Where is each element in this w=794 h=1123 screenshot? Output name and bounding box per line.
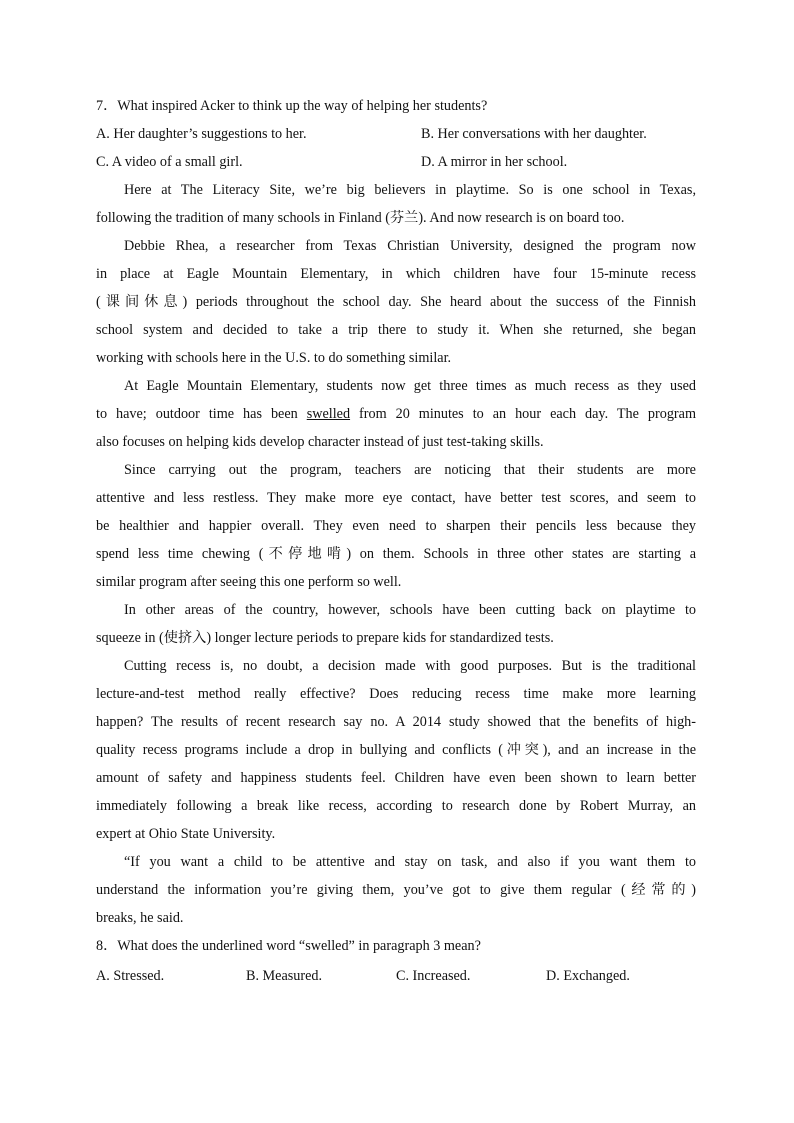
passage-paragraph-2 [96,232,696,372]
passage-line: in place at Eagle Mountain Elementary, in which children have four 15-minute recess [96,266,696,282]
passage-line: working with schools here in the U.S. to do something similar. [96,350,452,366]
passage-line [96,400,696,428]
passage-line: (课间休息) periods throughout the school day. She heard about the success of the Finnish [96,294,696,310]
question-7-stem: 7．What inspired Acker to think up the way of helping her students? [96,98,488,114]
question-7-option-d: D. A mirror in her school. [421,154,568,170]
passage-line: Since carrying out the program, teachers are noticing that their students are more [124,462,696,478]
passage-line: attentive and less restless. They make more eye contact, have better test scores, and seem to [96,490,696,506]
question-7-option-c: C. A video of a small girl. [96,154,243,170]
passage-line: understand the information you’re giving them, you’ve got to give them regular (经常的) [96,882,696,898]
passage-line: expert at Ohio State University. [96,826,276,842]
passage-line: amount of safety and happiness students feel. Children have even been shown to learn better [96,770,696,786]
passage-line: Here at The Literacy Site, we’re big believers in playtime. So is one school in Texas, [124,182,696,198]
passage-line: following the tradition of many schools in Finland (芬兰). And now research is on board too. [96,210,625,226]
question-8-stem: 8．What does the underlined word “swelled” in paragraph 3 mean? [96,938,481,954]
passage-paragraph-5 [96,596,696,652]
passage-line: spend less time chewing (不停地啃) on them. Schools in three other states are starting a [96,546,696,562]
question-8-option-c: C. Increased. [396,968,471,984]
question-7-option-a: A. Her daughter’s suggestions to her. [96,126,307,142]
document-content [96,92,696,990]
passage-line: also focuses on helping kids develop character instead of just test-taking skills. [96,434,544,450]
passage-line: In other areas of the country, however, schools have been cutting back on playtime to [124,602,696,618]
passage-line: be healthier and happier overall. They even need to sharpen their pencils less because they [96,518,696,534]
question-8-option-d: D. Exchanged. [546,968,630,984]
passage-line: happen? The results of recent research say no. A 2014 study showed that the benefits of high- [96,714,696,730]
question-8-options [96,962,696,990]
passage-line: lecture-and-test method really effective? Does reducing recess time make more learning [96,686,696,702]
passage-line: Cutting recess is, no doubt, a decision made with good purposes. But is the traditional [124,658,696,674]
passage-paragraph-7 [96,848,696,932]
passage-paragraph-1 [96,176,696,232]
question-8-option-b: B. Measured. [246,968,323,984]
passage-line: breaks, he said. [96,910,184,926]
question-7-option-b: B. Her conversations with her daughter. [421,126,647,142]
passage-line: Debbie Rhea, a researcher from Texas Christian University, designed the program now [124,238,696,254]
question-7-options-row-2 [96,148,696,176]
passage-line: immediately following a break like recess, according to research done by Robert Murray, an [96,798,696,814]
question-8-option-a: A. Stressed. [96,968,165,984]
text-segment: from 20 minutes to an hour each day. The program [350,406,696,422]
passage-paragraph-4 [96,456,696,596]
question-7-options-row-1 [96,120,696,148]
passage-line: At Eagle Mountain Elementary, students now get three times as much recess as they used [124,378,696,394]
passage-line: school system and decided to take a trip there to study it. When she returned, she began [96,322,696,338]
passage-line: similar program after seeing this one perform so well. [96,574,402,590]
text-segment: to have; outdoor time has been [96,406,307,422]
passage-line: quality recess programs include a drop in bullying and conflicts (冲突), and an increase in the [96,742,696,758]
passage-paragraph-3 [96,372,696,456]
underlined-word: swelled [306,406,351,422]
passage-line: “If you want a child to be attentive and stay on task, and also if you want them to [124,854,696,870]
passage-line: squeeze in (使挤入) longer lecture periods to prepare kids for standardized tests. [96,630,554,646]
passage-paragraph-6 [96,652,696,848]
